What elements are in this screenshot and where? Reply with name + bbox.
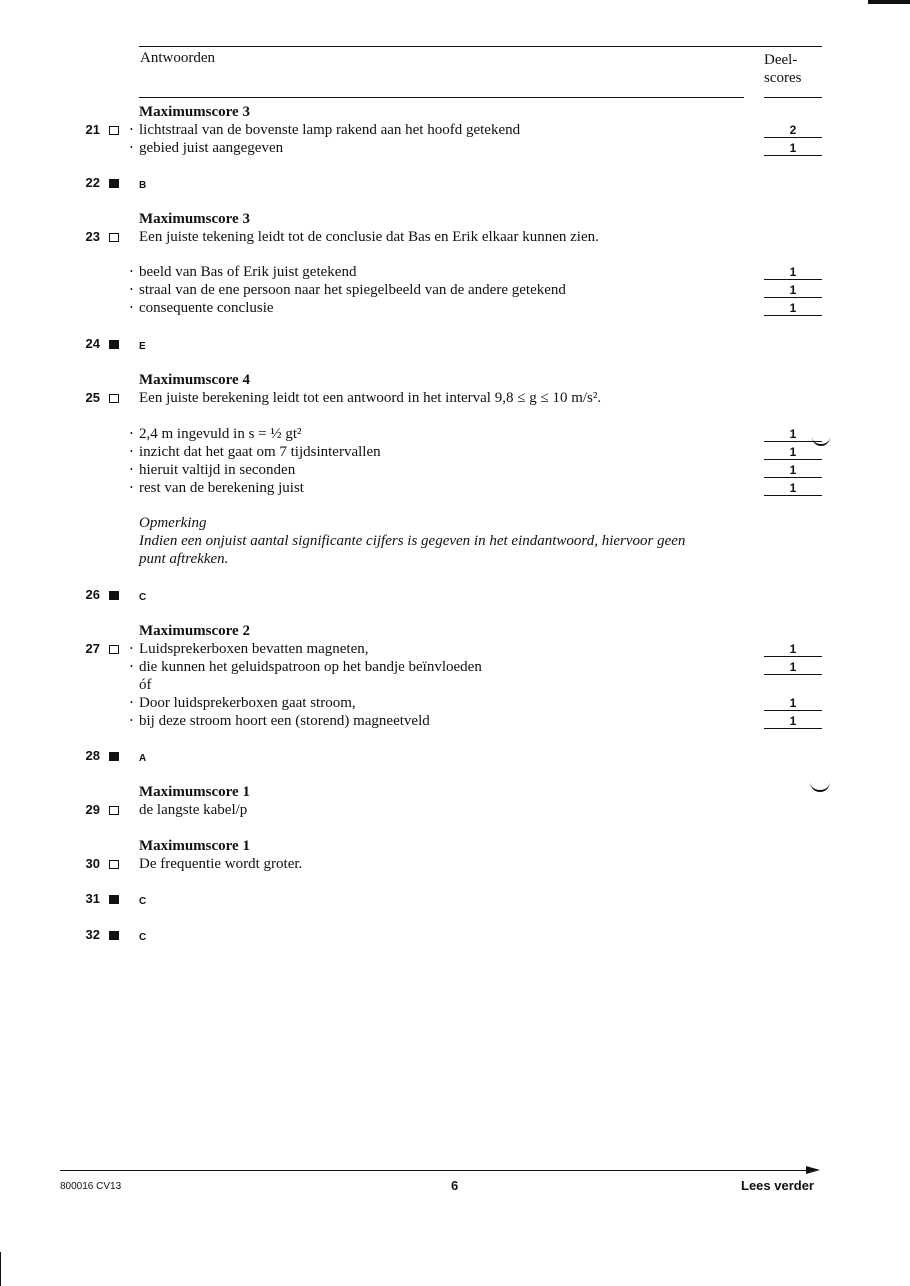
- q27-score-3: 1: [764, 697, 822, 711]
- q21-bullet-1: • lichtstraal van de bovenste lamp rakend aan het hoofd getekend: [139, 121, 520, 139]
- q23-number: 23: [85, 229, 100, 244]
- footer-code: 800016 CV13: [60, 1181, 122, 1192]
- q25-bullet-3: • hieruit valtijd in seconden: [139, 461, 295, 479]
- q25-max-score: Maximumscore 4: [139, 372, 250, 388]
- q26-number: 26: [85, 587, 100, 602]
- scores-heading-2: scores: [764, 70, 802, 86]
- q25-bullet-4: • rest van de berekening juist: [139, 479, 304, 497]
- check-mark-icon: [810, 782, 830, 792]
- q25-score-1: 1: [764, 428, 822, 442]
- q25-bullet-1: • 2,4 m ingevuld in s = ½ gt²: [139, 425, 302, 443]
- q23-bullet-3: • consequente conclusie: [139, 299, 274, 317]
- check-mark-icon: [812, 436, 830, 446]
- q25-number: 25: [85, 390, 100, 405]
- q22-answer: B: [139, 180, 147, 191]
- q30-number: 30: [85, 856, 100, 871]
- q29-number: 29: [85, 802, 100, 817]
- answers-heading: Antwoorden: [140, 50, 215, 66]
- footer-arrow-line: [60, 1170, 812, 1171]
- q24-answer: E: [139, 341, 146, 352]
- corner-mark: [868, 0, 910, 4]
- open-question-icon: [109, 233, 119, 242]
- q28-number: 28: [85, 748, 100, 763]
- open-question-icon: [109, 645, 119, 654]
- q27-max-score: Maximumscore 2: [139, 623, 250, 639]
- q32-number: 32: [85, 927, 100, 942]
- q30-max-score: Maximumscore 1: [139, 838, 250, 854]
- q29-answer: de langste kabel/p: [139, 802, 248, 818]
- q27-bullet-1: • Luidsprekerboxen bevatten magneten,: [139, 640, 369, 658]
- open-question-icon: [109, 126, 119, 135]
- q27-bullet-3: • Door luidsprekerboxen gaat stroom,: [139, 694, 356, 712]
- multiple-choice-icon: [109, 179, 119, 188]
- open-question-icon: [109, 860, 119, 869]
- scores-heading-1: Deel-: [764, 52, 798, 68]
- q31-number: 31: [85, 891, 100, 906]
- footer-page-number: 6: [451, 1178, 459, 1193]
- q27-score-1: 1: [764, 643, 822, 657]
- q23-score-2: 1: [764, 284, 822, 298]
- q23-score-1: 1: [764, 266, 822, 280]
- header-bottom-rule: [139, 97, 744, 98]
- q28-answer: A: [139, 753, 147, 764]
- scores-bottom-rule: [764, 97, 822, 98]
- q23-bullet-1: • beeld van Bas of Erik juist getekend: [139, 263, 356, 281]
- q21-max-score: Maximumscore 3: [139, 104, 250, 120]
- q27-or: óf: [139, 677, 152, 693]
- q27-bullet-2: • die kunnen het geluidspatroon op het bandje beïnvloeden: [139, 658, 482, 676]
- q21-score-1: 2: [764, 124, 822, 138]
- q25-score-2: 1: [764, 446, 822, 460]
- q25-score-3: 1: [764, 464, 822, 478]
- open-question-icon: [109, 806, 119, 815]
- q29-max-score: Maximumscore 1: [139, 784, 250, 800]
- q22-number: 22: [85, 175, 100, 190]
- q31-answer: C: [139, 896, 147, 907]
- header-top-rule: [139, 46, 822, 47]
- q21-bullet-2: • gebied juist aangegeven: [139, 139, 283, 157]
- multiple-choice-icon: [109, 752, 119, 761]
- q23-score-3: 1: [764, 302, 822, 316]
- q27-score-2: 1: [764, 661, 822, 675]
- multiple-choice-icon: [109, 931, 119, 940]
- q25-note-title: Opmerking: [139, 515, 207, 531]
- q32-answer: C: [139, 932, 147, 943]
- q24-number: 24: [85, 336, 100, 351]
- q25-intro: Een juiste berekening leidt tot een antwoord in het interval 9,8 ≤ g ≤ 10 m/s².: [139, 390, 602, 406]
- q25-note-line-2: punt aftrekken.: [139, 551, 229, 567]
- scan-edge-line: [0, 1252, 1, 1286]
- q25-note-line-1: Indien een onjuist aantal significante cijfers is gegeven in het eindantwoord, hiervoor geen: [139, 533, 686, 549]
- q25-bullet-2: • inzicht dat het gaat om 7 tijdsintervallen: [139, 443, 381, 461]
- open-question-icon: [109, 394, 119, 403]
- q21-score-2: 1: [764, 142, 822, 156]
- q30-answer: De frequentie wordt groter.: [139, 856, 303, 872]
- q27-score-4: 1: [764, 715, 822, 729]
- multiple-choice-icon: [109, 340, 119, 349]
- footer-next-label: Lees verder: [741, 1178, 814, 1193]
- q23-max-score: Maximumscore 3: [139, 211, 250, 227]
- arrow-right-icon: [806, 1166, 820, 1174]
- q25-score-4: 1: [764, 482, 822, 496]
- q23-intro: Een juiste tekening leidt tot de conclusie dat Bas en Erik elkaar kunnen zien.: [139, 229, 599, 245]
- q27-bullet-4: • bij deze stroom hoort een (storend) magneetveld: [139, 712, 430, 730]
- multiple-choice-icon: [109, 591, 119, 600]
- q26-answer: C: [139, 592, 147, 603]
- multiple-choice-icon: [109, 895, 119, 904]
- q21-number: 21: [85, 122, 100, 137]
- q27-number: 27: [85, 641, 100, 656]
- q23-bullet-2: • straal van de ene persoon naar het spiegelbeeld van de andere getekend: [139, 281, 566, 299]
